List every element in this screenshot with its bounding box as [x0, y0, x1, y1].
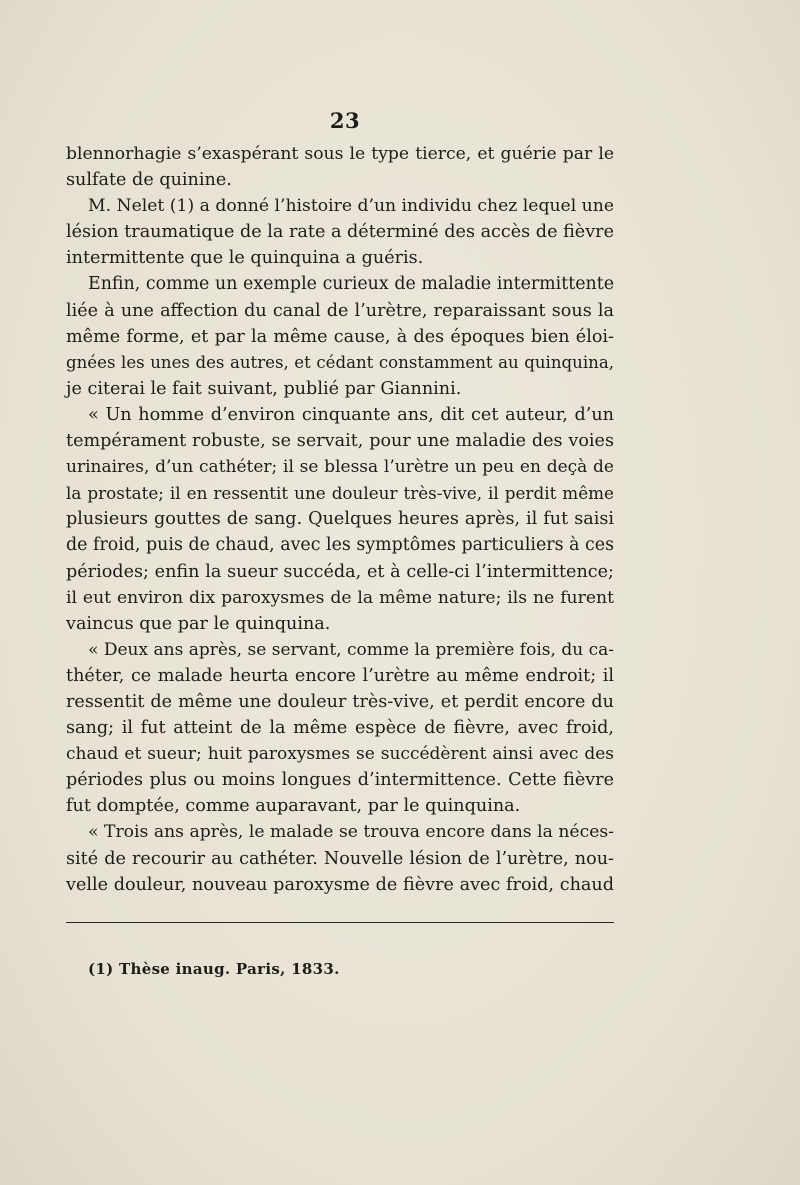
text-line: de froid, puis de chaud, avec les symptômes particuliers à ces — [66, 535, 614, 556]
text-line: théter, ce malade heurta encore l’urètre au même endroit; il — [66, 665, 614, 686]
text-line: même forme, et par la même cause, à des époques bien éloi- — [66, 326, 614, 347]
footnote-divider — [66, 922, 614, 923]
text-line: la prostate; il en ressentit une douleur très-vive, il perdit même — [66, 483, 614, 504]
text-line: périodes; enfin la sueur succéda, et à celle-ci l’intermittence; — [66, 561, 614, 582]
text-line: vaincus que par le quinquina. — [66, 613, 331, 634]
text-line: gnées les unes des autres, et cédant constamment au quinquina, — [66, 352, 614, 372]
text-line: je citerai le fait suivant, publié par Giannini. — [66, 378, 462, 399]
text-line: lésion traumatique de la rate a déterminé des accès de fièvre — [66, 222, 614, 243]
text-line: chaud et sueur; huit paroxysmes se succédèrent ainsi avec des — [66, 744, 614, 765]
text-line: « Un homme d’environ cinquante ans, dit cet auteur, d’un — [88, 404, 614, 425]
text-line: blennorhagie s’exaspérant sous le type tierce, et guérie par le — [66, 144, 614, 164]
text-line: intermittente que le quinquina a guéris. — [66, 248, 424, 269]
text-line: « Deux ans après, se servant, comme la première fois, du ca- — [88, 639, 614, 660]
text-line: M. Nelet (1) a donné l’histoire d’un individu chez lequel une — [88, 196, 614, 217]
text-line: velle douleur, nouveau paroxysme de fièvre avec froid, chaud — [66, 874, 614, 895]
text-line: ressentit de même une douleur très-vive, et perdit encore du — [66, 691, 614, 712]
text-line: plusieurs gouttes de sang. Quelques heures après, il fut saisi — [66, 509, 614, 530]
text-line: sité de recourir au cathéter. Nouvelle lésion de l’urètre, nou- — [66, 848, 614, 869]
text-line: « Trois ans après, le malade se trouva encore dans la néces- — [88, 822, 614, 843]
text-line: tempérament robuste, se servait, pour une maladie des voies — [66, 431, 614, 452]
text-line: sulfate de quinine. — [66, 170, 232, 191]
text-line: il eut environ dix paroxysmes de la même nature; ils ne furent — [66, 587, 614, 608]
footnote: (1) Thèse inaug. Paris, 1833. — [88, 960, 340, 978]
text-line: urinaires, d’un cathéter; il se blessa l’urètre un peu en deçà de — [66, 457, 614, 478]
body-text — [66, 141, 614, 898]
page-number: 23 — [329, 108, 361, 133]
text-line: sang; il fut atteint de la même espèce de fièvre, avec froid, — [66, 718, 614, 739]
text-line: périodes plus ou moins longues d’intermittence. Cette fièvre — [66, 770, 614, 791]
text-line: Enfin, comme un exemple curieux de maladie intermittente — [88, 274, 614, 295]
text-line: fut domptée, comme auparavant, par le quinquina. — [66, 796, 521, 817]
text-line: liée à une affection du canal de l’urètre, reparaissant sous la — [66, 300, 614, 321]
